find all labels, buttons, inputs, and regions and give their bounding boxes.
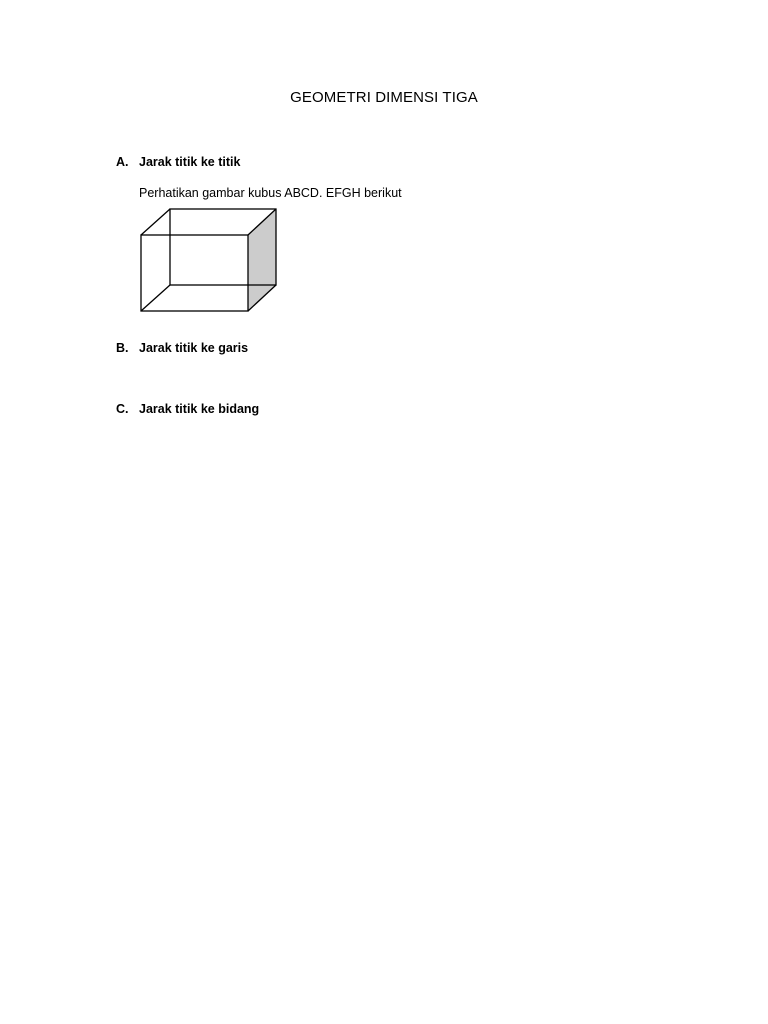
section-c-heading [116, 402, 259, 416]
section-b-title: Jarak titik ke garis [139, 341, 249, 355]
section-b-heading [116, 341, 248, 355]
section-a-title: Jarak titik ke titik [139, 155, 241, 169]
intro-text: Perhatikan gambar kubus ABCD. EFGH berikut [139, 186, 402, 200]
section-b-letter: B. [116, 341, 129, 355]
page-title: GEOMETRI DIMENSI TIGA [290, 89, 478, 106]
section-c-letter: C. [116, 402, 129, 416]
cube-edge-bottom-left [141, 285, 170, 311]
section-a-heading [116, 155, 240, 169]
section-c-title: Jarak titik ke bidang [139, 402, 260, 416]
cube-edge-top-left [141, 209, 170, 235]
cube-shaded-face [248, 209, 276, 311]
section-a-letter: A. [116, 155, 129, 169]
cube-figure [138, 207, 280, 315]
cube-front-face [141, 235, 248, 311]
